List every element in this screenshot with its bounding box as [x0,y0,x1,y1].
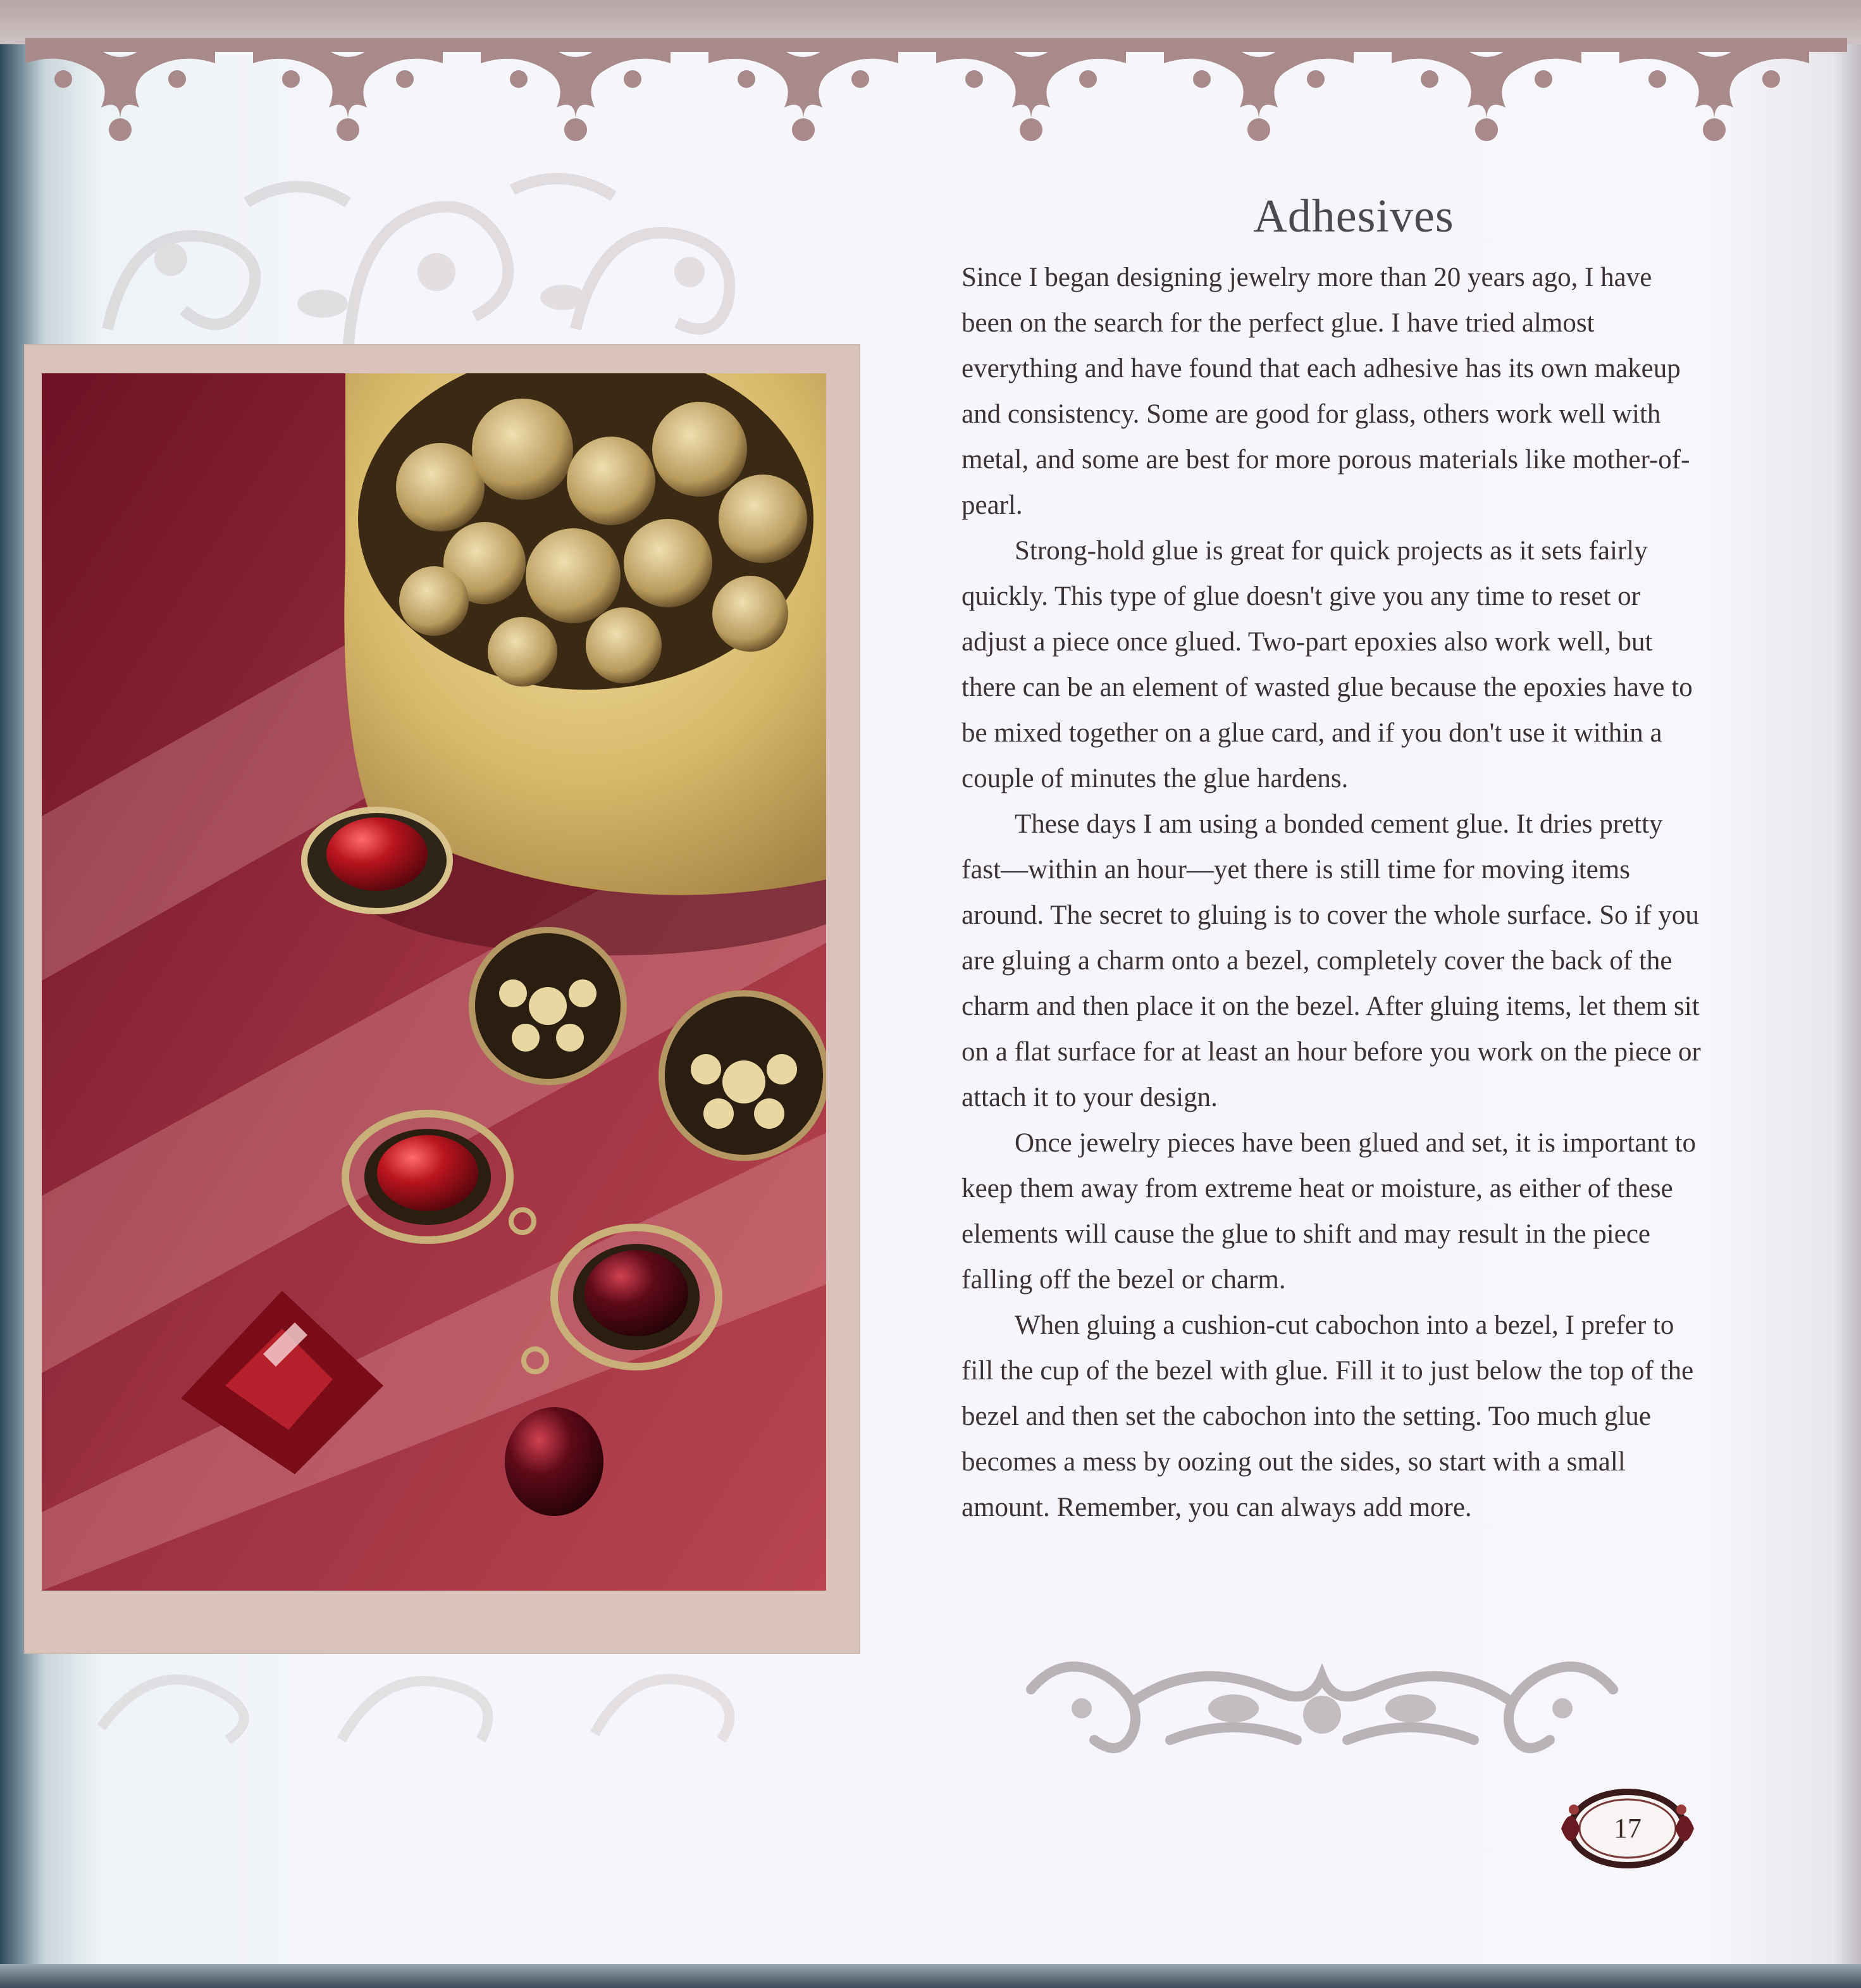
damask-pattern-bottom [76,1645,784,1753]
article-paragraph: Strong-hold glue is great for quick projects as it sets fairly quickly. This type of glue doesn't give you any time to reset or adjust a piece once glued. Two-part epoxies also work well, but there can be an element of wasted glue because the epoxies have to be mixed together on a glue card, and if you don't use it within a couple of minutes the glue hardens. [961,536,1693,793]
article [961,190,1708,1531]
page-bottom-edge [0,1964,1861,1988]
damask-pattern-top [57,165,803,367]
article-paragraph: Once jewelry pieces have been glued and set, it is important to keep them away from extreme heat or moisture, as either of these elements will cause the glue to shift and may result in the piece falling off the bezel or charm. [961,1128,1697,1295]
jewelry-photo [42,373,826,1591]
scroll-ornament [1006,1639,1638,1765]
jewelry-photo-illustration [42,373,826,1591]
article-body [961,255,1708,1531]
article-title: Adhesives [1253,190,1454,242]
article-paragraph: When gluing a cushion-cut cabochon into a bezel, I prefer to fill the cup of the bezel with glue. Fill it to just below the top of the bezel and then set the cabochon into the setting. Too much glue becomes a mess by oozing out the sides, so start with a small amount. Remember, you can always add more. [961,1310,1694,1522]
fleur-border-ornament [25,38,1847,146]
article-paragraph: Since I began designing jewelry more than 20 years ago, I have been on the search for the perfect glue. I have tried almost everything and have found that each adhesive has its own makeup and consistency. Some are good for glass, others work well with metal, and some are best for more porous materials like mother-of-pearl. [961,263,1690,520]
page-number: 17 [1614,1813,1642,1844]
article-paragraph: These days I am using a bonded cement glue. It dries pretty fast—within an hour—yet there is still time for moving items around. The secret to gluing is to cover the whole surface. So if you are gluing a charm onto a bezel, completely cover the back of the charm and then place it on the bezel. After gluing items, let them sit on a flat surface for at least an hour before you work on the piece or attach it to your design. [961,809,1701,1112]
